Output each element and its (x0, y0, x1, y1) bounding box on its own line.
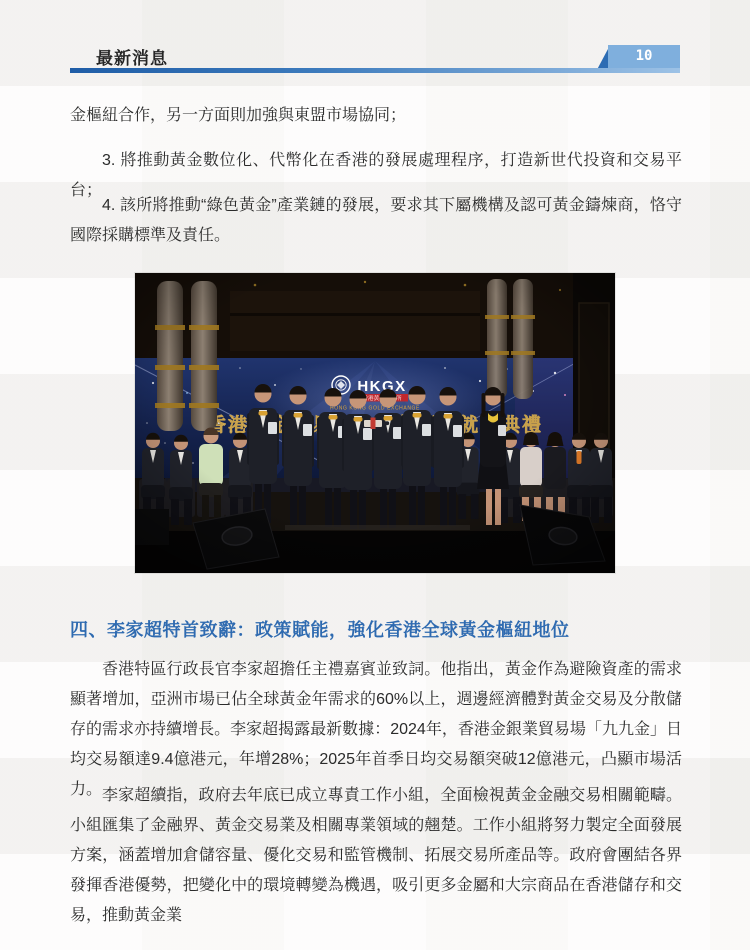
ceremony-photo (135, 273, 615, 573)
page-number-badge (594, 45, 680, 68)
page-number: 10 (635, 48, 653, 64)
section-heading: 四、李家超特首致辭：政策賦能，強化香港全球黃金樞紐地位 (70, 620, 570, 640)
header-divider-rule (70, 68, 680, 73)
paragraph-lee-1: 香港特區行政長官李家超擔任主禮嘉賓並致詞。他指出，黃金作為避險資產的需求顯著增加，亞洲市場已佔全球黃金年需求的60%以上，週邊經濟體對黃金交易及分散儲存的需求亦持續增長。李家超揭露最新數據：2024年，香港金銀業貿易場「九九金」日均交易額達9.4億港元，年增28%；2025年首季日均交易額突破12億港元，凸顯市場活力。 (70, 661, 682, 798)
page-header-title: 最新消息 (96, 49, 168, 68)
paragraph-continued: 金樞紐合作，另一方面則加強與東盟市場協同； (70, 107, 407, 124)
list-item-3: 3. 將推動黃金數位化、代幣化在香港的發展處理程序，打造新世代投資和交易平台； (70, 152, 682, 199)
paragraph-lee-2: 李家超續指，政府去年底已成立專責工作小組，全面檢視黃金金融交易相關範疇。小組匯集了金融界、黃金交易業及相關專業領域的翹楚。工作小組將努力製定全面發展方案，涵蓋增加倉儲容量、優化交易和監管機制、拓展交易所產品等。政府會團結各界發揮香港優勢，把變化中的環境轉變為機遇，吸引更多金屬和大宗商品在香港儲存和交易，推動黃金業 (70, 787, 682, 924)
list-item-4: 4. 該所將推動“綠色黃金”產業鏈的發展，要求其下屬機構及認可黃金鑄煉商，恪守國際採購標準及責任。 (70, 197, 682, 244)
